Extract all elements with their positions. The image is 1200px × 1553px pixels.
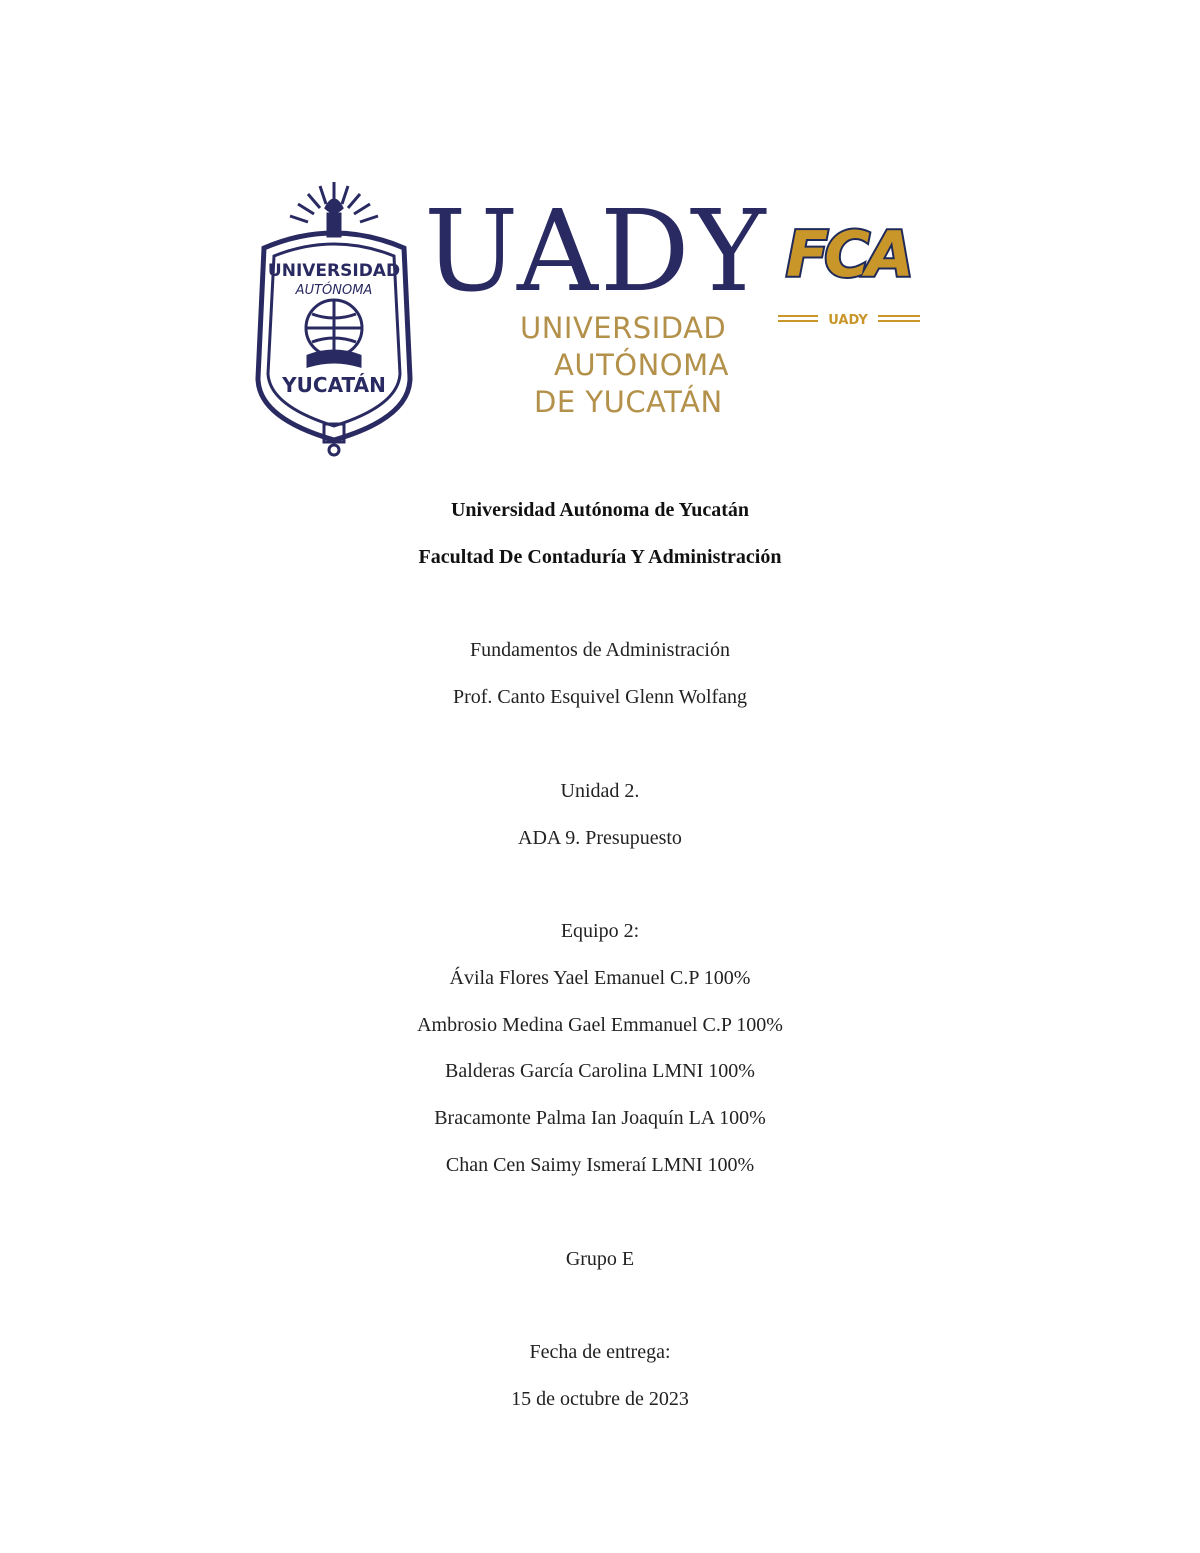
seal-text-bottom: YUCATÁN [282,373,386,397]
delivery-label: Fecha de entrega: [529,1341,671,1363]
wordmark-line-2: AUTÓNOMA [554,348,729,382]
group-label: Grupo E [565,1248,635,1270]
seal-text-mid: AUTÓNOMA [295,283,373,298]
activity-title: ADA 9. Presupuesto [518,827,682,849]
university-name: Universidad Autónoma de Yucatán [450,499,750,521]
faculty-name: Facultad De Contaduría Y Administración [418,546,782,568]
wordmark-line-1: UNIVERSIDAD [520,311,727,345]
wordmark-line-3: DE YUCATÁN [534,385,723,419]
seal-text-top: UNIVERSIDAD [267,261,401,281]
team-member: Bracamonte Palma Ian Joaquín LA 100% [434,1107,766,1129]
fca-letters: FCA [786,218,910,291]
team-member: Ambrosio Medina Gael Emmanuel C.P 100% [417,1014,783,1036]
uady-wordmark-title: UADY [424,187,768,317]
fca-logo [778,190,920,330]
professor-name: Prof. Canto Esquivel Glenn Wolfang [452,686,748,708]
uady-seal-logo [250,178,418,458]
team-member: Chan Cen Saimy Ismeraí LMNI 100% [445,1154,755,1176]
delivery-date: 15 de octubre de 2023 [511,1388,689,1410]
team-member: Balderas García Carolina LMNI 100% [445,1060,755,1082]
subject-name: Fundamentos de Administración [470,639,730,661]
uady-wordmark-subtitle [520,310,729,421]
unit-label: Unidad 2. [560,780,640,802]
team-member: Ávila Flores Yael Emanuel C.P 100% [449,967,751,989]
logo-header [0,0,1200,470]
fca-sub-text: UADY [828,313,868,328]
team-label: Equipo 2: [560,920,640,942]
